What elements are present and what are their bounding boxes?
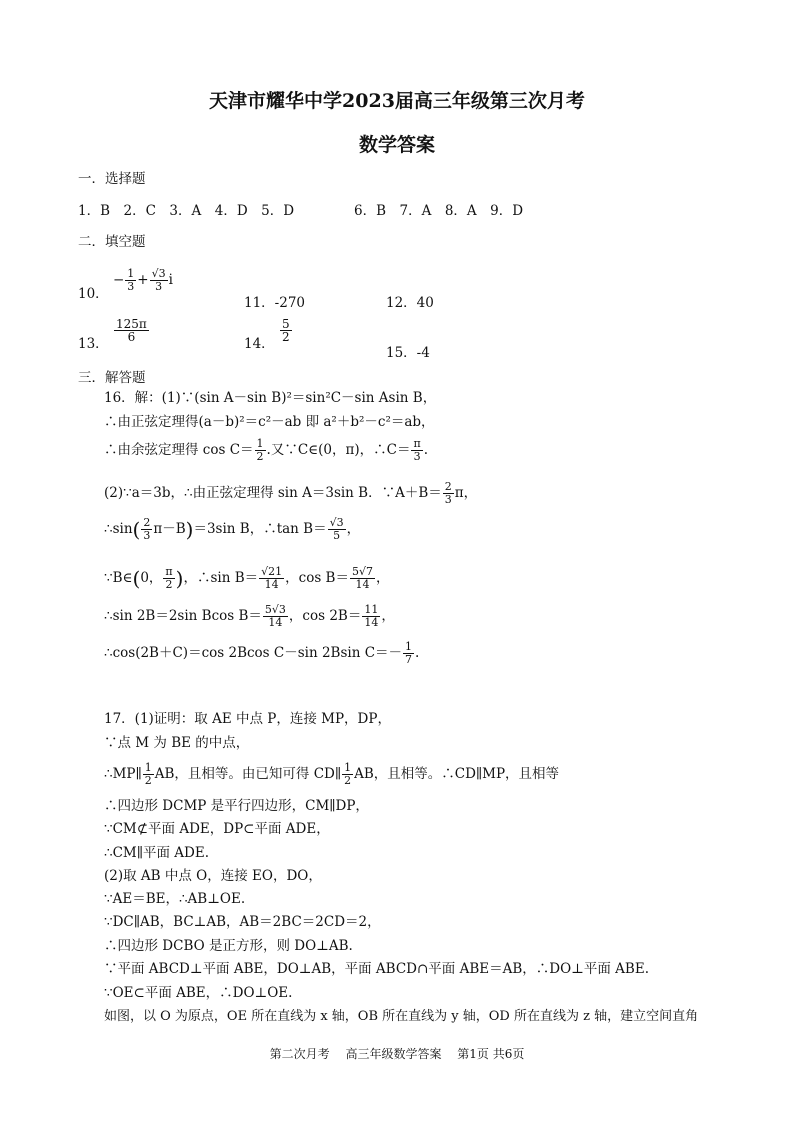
answer-15: 15．-4 [386, 345, 430, 361]
q16-line-8: ∴cos(2B＋C)＝cos 2Bcos C－sin 2Bsin C＝－ $\frac{1}{7}$ . [104, 640, 420, 666]
q16-line-7: ∴sin 2B＝2sin Bcos B＝ $\frac{5√3}{14}$ ，cos 2B＝ $\frac{11}{14}$ ， [104, 603, 395, 629]
answer-13: 13． $\frac{125\pi}{6}$ [78, 317, 147, 352]
answer-11: 11．-270 [244, 295, 306, 311]
page-subtitle: 数学答案 [358, 134, 435, 156]
q17-line-9: ∵DC∥AB，BC⊥AB，AB＝2BC＝2CD＝2， [104, 914, 381, 930]
q17-line-12: ∵OE⊂平面 ABE，∴DO⊥OE. [104, 985, 293, 1001]
q16-line-5: ∴sin( $\frac{2}{3}$ π－B)＝3sin B，∴tan B＝ $\frac{√3}{5}$ ， [104, 516, 361, 542]
answer-14: 14． $\frac{5}{2}$ [244, 317, 290, 352]
page-footer: 第二次月考 高三年级数学答案 第1页 共6页 [269, 1047, 525, 1061]
q17-line-5: ∵CM⊄平面 ADE，DP⊂平面 ADE， [104, 821, 330, 837]
q17-line-10: ∴四边形 DCBO 是正方形，则 DO⊥AB. [104, 938, 353, 954]
q17-line-4: ∴四边形 DCMP 是平行四边形，CM∥DP， [104, 798, 369, 814]
choice-answers-6-9: 6．B 7．A 8．A 9．D [354, 203, 524, 219]
q17-line-8: ∵AE＝BE，∴AB⊥OE. [104, 891, 246, 907]
q16-line-1: 16．解：(1)∵(sin A－sin B)²＝sin²C－sin Asin B， [104, 390, 437, 406]
q17-line-11: ∵平面 ABCD⊥平面 ABE，DO⊥AB，平面 ABCD∩平面 ABE＝AB，∴DO⊥平面 ABE. [104, 961, 649, 977]
answer-10: 10． − $\frac{1}{3}$ + $\frac{√3}{3}$ i [78, 267, 173, 302]
q16-line-2: ∴由正弦定理得(a－b)²＝c²－ab 即 a²＋b²－c²＝ab， [104, 414, 435, 430]
q17-line-6: ∴CM∥平面 ADE. [104, 845, 209, 861]
q17-line-7: (2)取 AB 中点 O，连接 EO，DO， [104, 868, 322, 884]
q16-line-3: ∴由余弦定理得 cos C＝ $\frac{1}{2}$ .又∵C∈(0，π)，∴C＝ $\frac{\pi}{3}$ . [104, 437, 429, 463]
q17-line-2: ∵点 M 为 BE 的中点， [104, 735, 250, 751]
section-heading-solution: 三．解答题 [78, 370, 146, 386]
q16-line-4: (2)∵a＝3b，∴由正弦定理得 sin A＝3sin B．∵A＋B＝ $\frac{2}{3}$ π， [104, 480, 478, 506]
page-title: 天津市耀华中学2023届高三年级第三次月考 [209, 90, 585, 112]
section-heading-choice: 一．选择题 [78, 171, 146, 187]
section-heading-fill: 二．填空题 [78, 234, 146, 250]
answer-12: 12．40 [386, 295, 434, 311]
q17-line-3: ∴MP∥ $\frac{1}{2}$ AB，且相等。由已知可得 CD∥ $\frac{1}{2}$ AB，且相等。∴CD∥MP，且相等 [104, 761, 560, 787]
q17-line-13: 如图，以 O 为原点，OE 所在直线为 x 轴，OB 所在直线为 y 轴，OD 所在直线为 z 轴，建立空间直角 [104, 1009, 699, 1024]
q16-line-6: ∵B∈(0， $\frac{\pi}{2}$ )，∴sin B＝ $\frac{√21}{14}$ ，cos B＝ $\frac{5√7}{14}$ ， [104, 565, 390, 591]
q17-line-1: 17．(1)证明：取 AE 中点 P，连接 MP，DP， [104, 711, 391, 727]
choice-answers-1-5: 1．B 2．C 3．A 4．D 5．D [78, 203, 295, 219]
